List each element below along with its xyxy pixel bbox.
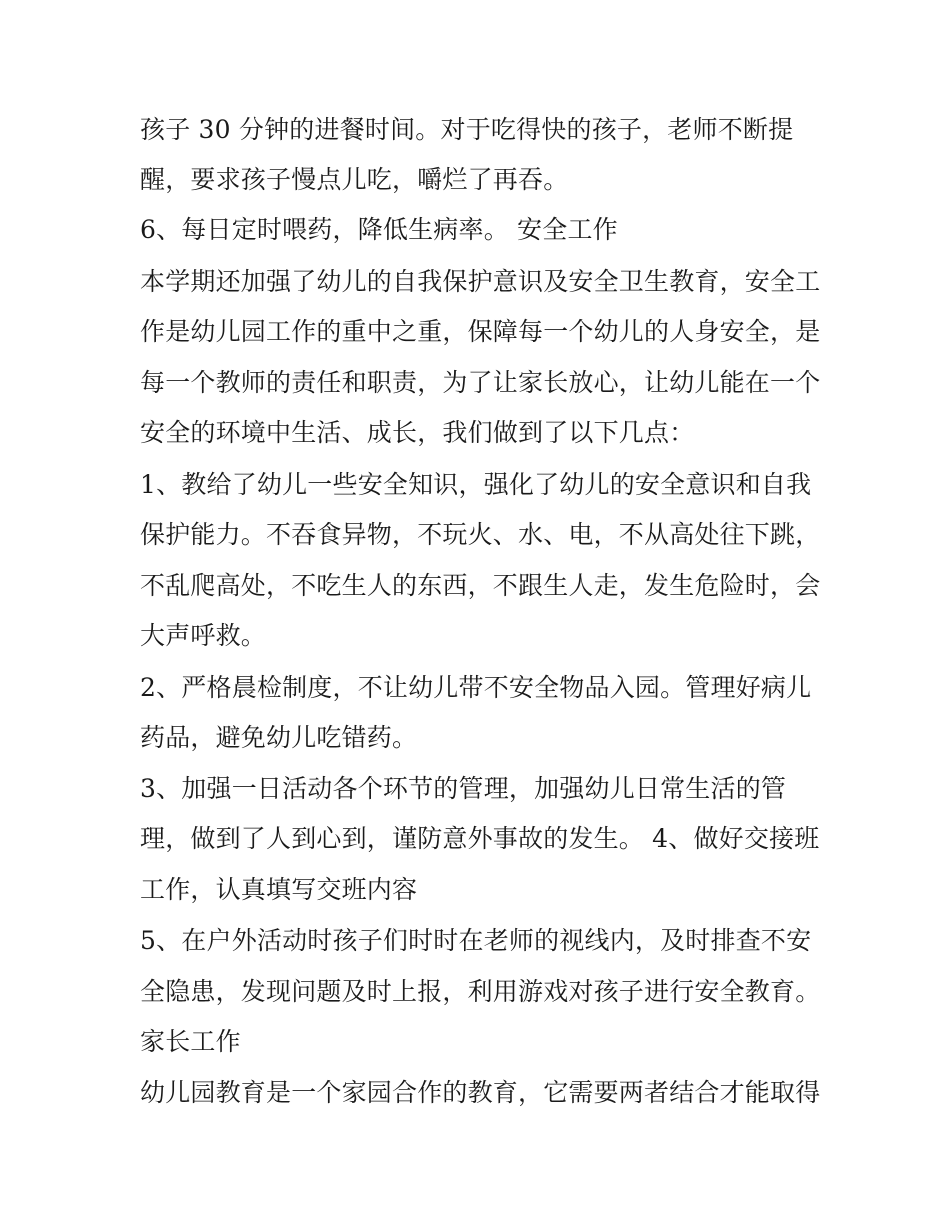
text-line: 工作，认真填写交班内容 bbox=[140, 875, 418, 904]
text-line: 全隐患，发现问题及时上报，利用游戏对孩子进行安全教育。 bbox=[140, 977, 821, 1006]
text-line: 大声呼救。 bbox=[140, 621, 267, 650]
text-line: 幼儿园教育是一个家园合作的教育，它需要两者结合才能取得 bbox=[140, 1078, 821, 1107]
text-line: 药品，避免幼儿吃错药。 bbox=[140, 723, 418, 752]
text-line: 不乱爬高处，不吃生人的东西，不跟生人走，发生危险时，会 bbox=[140, 571, 821, 600]
text-line: 2、严格晨检制度，不让幼儿带不安全物品入园。管理好病儿 bbox=[140, 673, 812, 702]
text-line: 每一个教师的责任和职责，为了让家长放心，让幼儿能在一个 bbox=[140, 368, 821, 397]
text-line: 1、教给了幼儿一些安全知识，强化了幼儿的安全意识和自我 bbox=[140, 470, 812, 499]
text-line: 作是幼儿园工作的重中之重，保障每一个幼儿的人身安全，是 bbox=[140, 317, 821, 346]
text-line: 5、在户外活动时孩子们时时在老师的视线内，及时排查不安 bbox=[140, 926, 812, 955]
text-line: 保护能力。不吞食异物，不玩火、水、电，不从高处往下跳， bbox=[140, 520, 821, 549]
text-line: 6、每日定时喂药，降低生病率。 安全工作 bbox=[140, 215, 618, 244]
text-line: 孩子 30 分钟的进餐时间。对于吃得快的孩子，老师不断提 bbox=[140, 115, 794, 144]
text-line: 理，做到了人到心到，谨防意外事故的发生。 4、做好交接班 bbox=[140, 824, 820, 853]
text-line: 本学期还加强了幼儿的自我保护意识及安全卫生教育，安全工 bbox=[140, 267, 821, 296]
text-line: 3、加强一日活动各个环节的管理，加强幼儿日常生活的管 bbox=[140, 774, 787, 803]
section-heading: 家长工作 bbox=[140, 1027, 241, 1056]
text-line: 安全的环境中生活、成长，我们做到了以下几点： bbox=[140, 418, 695, 447]
text-line: 醒，要求孩子慢点儿吃，嚼烂了再吞。 bbox=[140, 165, 569, 194]
